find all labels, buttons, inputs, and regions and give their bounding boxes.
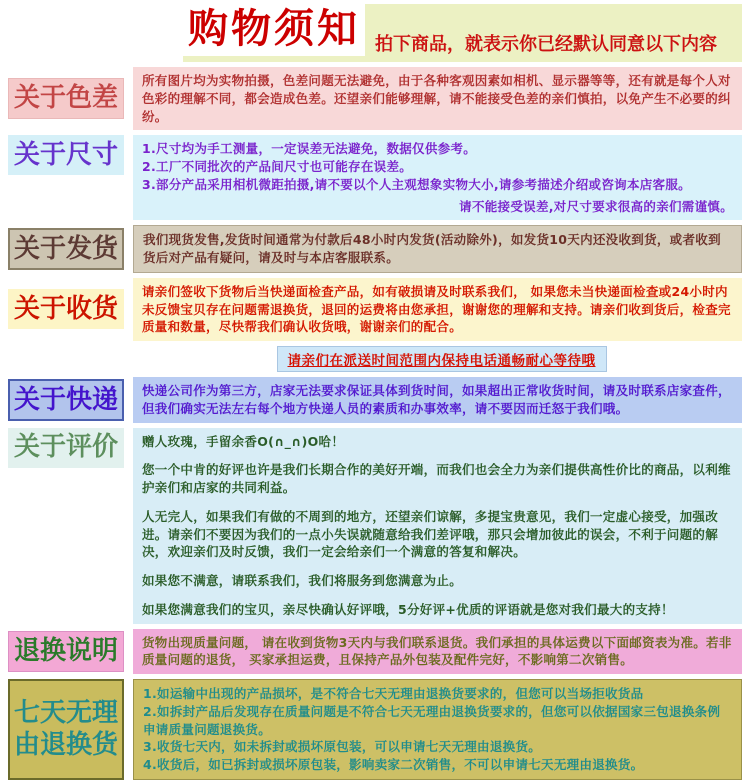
- size-rule-2: 2.工厂不同批次的产品间尺寸也可能存在误差。: [142, 159, 413, 174]
- section-receiving: [8, 278, 742, 341]
- section-label-shipping: 关于发货: [8, 228, 124, 271]
- seven-day-rule-3: 3.收货七天内，如未拆封或损坏原包装，可以申请七天无理由退换货。: [143, 739, 542, 755]
- section-seven-day-return: [8, 679, 742, 780]
- page-title: 购物须知: [183, 4, 365, 56]
- courier-text: 快递公司作为第三方，店家无法要求保证具体到货时间，如果超出正常收货时间，请及时联系店家查件，但我们确实无法左右每个地方快递人员的素质和办事效率，请不要因而迁怒于我们哦。: [142, 383, 731, 416]
- section-content-seven-day-return: [133, 679, 742, 780]
- section-content-receiving: [133, 278, 742, 341]
- section-review: [8, 428, 742, 624]
- section-size: [8, 135, 742, 220]
- review-paragraph-5: 如果您满意我们的宝贝，亲尽快确认好评哦，5分好评+优质的评语就是您对我们最大的支持！: [142, 601, 674, 617]
- seven-day-rule-4: 4.收货后，如已拆封或损坏原包装，影响卖家二次销售，不可以申请七天无理由退换货。: [143, 757, 644, 772]
- size-rule-1: 1.尺寸均为手工测量，一定误差无法避免，数据仅供参考。: [142, 141, 477, 157]
- seven-day-rule-1: 1.如运输中出现的产品损坏，是不符合七天无理由退换货要求的，但您可以当场拒收货品: [143, 686, 644, 701]
- color-difference-text: 所有图片均为实物拍摄，色差问题无法避免，由于各种客观因素如相机、显示器等等，还有就是每个人对色彩的理解不同，都会造成色差。还望亲们能够理解，请不能接受色差的亲们慎拍，以免产生不必要的纠纷。: [142, 73, 731, 124]
- section-content-return-policy: [133, 629, 742, 675]
- delivery-phone-note-wrap: [133, 346, 750, 372]
- section-content-color-difference: [133, 67, 742, 130]
- section-label-courier: 关于快递: [8, 379, 124, 422]
- section-label-seven-day-return: 七天无理由退换货: [8, 679, 124, 780]
- section-content-review: [133, 428, 742, 624]
- return-policy-text: 货物出现质量问题， 请在收到货物3天内与我们联系退货。我们承担的具体运费以下面邮资表为准。若非质量问题的退货， 买家承担运费，且保持产品外包装及配件完好，不影响第二次销售。: [142, 634, 732, 668]
- size-rule-3: 3.部分产品采用相机微距拍摄,请不要以个人主观想象实物大小,请参考描述介绍或咨询本店客服。: [142, 176, 691, 192]
- section-label-color-difference: 关于色差: [8, 78, 124, 119]
- section-label-review: 关于评价: [8, 428, 124, 468]
- review-paragraph-2: 您一个中肯的好评也许是我们长期合作的美好开端，而我们也会全力为亲们提供高性价比的商品，以利维护亲们和店家的共同利益。: [142, 462, 731, 495]
- review-paragraph-1: 赠人玫瑰，手留余香O(∩_∩)O哈！: [142, 433, 345, 449]
- shipping-text: 我们现货发售,发货时间通常为付款后48小时内发货(活动除外)，如发货10天内还没收到货，或者收到货后对产品有疑问，请及时与本店客服联系。: [143, 232, 721, 265]
- receiving-text: 请亲们签收下货物后当快递面检查产品，如有破损请及时联系我们， 如果您未当快递面检查或24小时内未反馈宝贝存在问题需退换货，退回的运费将由您承担，谢谢您的理解和支持。请亲们收到货后，检查完质量和数量，尽快帮我们确认收货哦，谢谢亲们的配合。: [142, 283, 731, 335]
- section-color-difference: [8, 67, 742, 130]
- section-courier: [8, 377, 742, 423]
- section-label-size: 关于尺寸: [8, 135, 124, 175]
- seven-day-rule-2: 2.如拆封产品后发现存在质量问题是不符合七天无理由退换货要求的，但您可以依据国家三包退换条例申请质量问题退换货。: [143, 703, 721, 737]
- section-label-receiving: 关于收货: [8, 289, 124, 329]
- size-caution-note: 请不能接受误差,对尺寸要求很高的亲们需谨慎。: [459, 198, 733, 214]
- review-paragraph-3: 人无完人，如果我们有做的不周到的地方，还望亲们谅解，多提宝贵意见，我们一定虚心接受，加强改进。请亲们不要因为我们的一点小失误就随意给我们差评哦，那只会增加彼此的误会，不利于问题的解决，欢迎亲们及时反馈，我们一定会给亲们一个满意的答复和解决。: [142, 508, 719, 560]
- header-banner: [183, 4, 742, 62]
- section-label-return-policy: 退换说明: [8, 631, 124, 672]
- review-paragraph-4: 如果您不满意，请联系我们，我们将服务到您满意为止。: [142, 573, 463, 588]
- section-content-shipping: [133, 225, 742, 273]
- delivery-phone-note: 请亲们在派送时间范围内保持电话通畅耐心等待哦: [277, 346, 607, 372]
- section-return-policy: [8, 629, 742, 675]
- section-content-size: [133, 135, 742, 220]
- section-shipping: [8, 225, 742, 273]
- section-content-courier: [133, 377, 742, 423]
- page-subtitle: 拍下商品，就表示你已经默认同意以下内容: [375, 34, 717, 55]
